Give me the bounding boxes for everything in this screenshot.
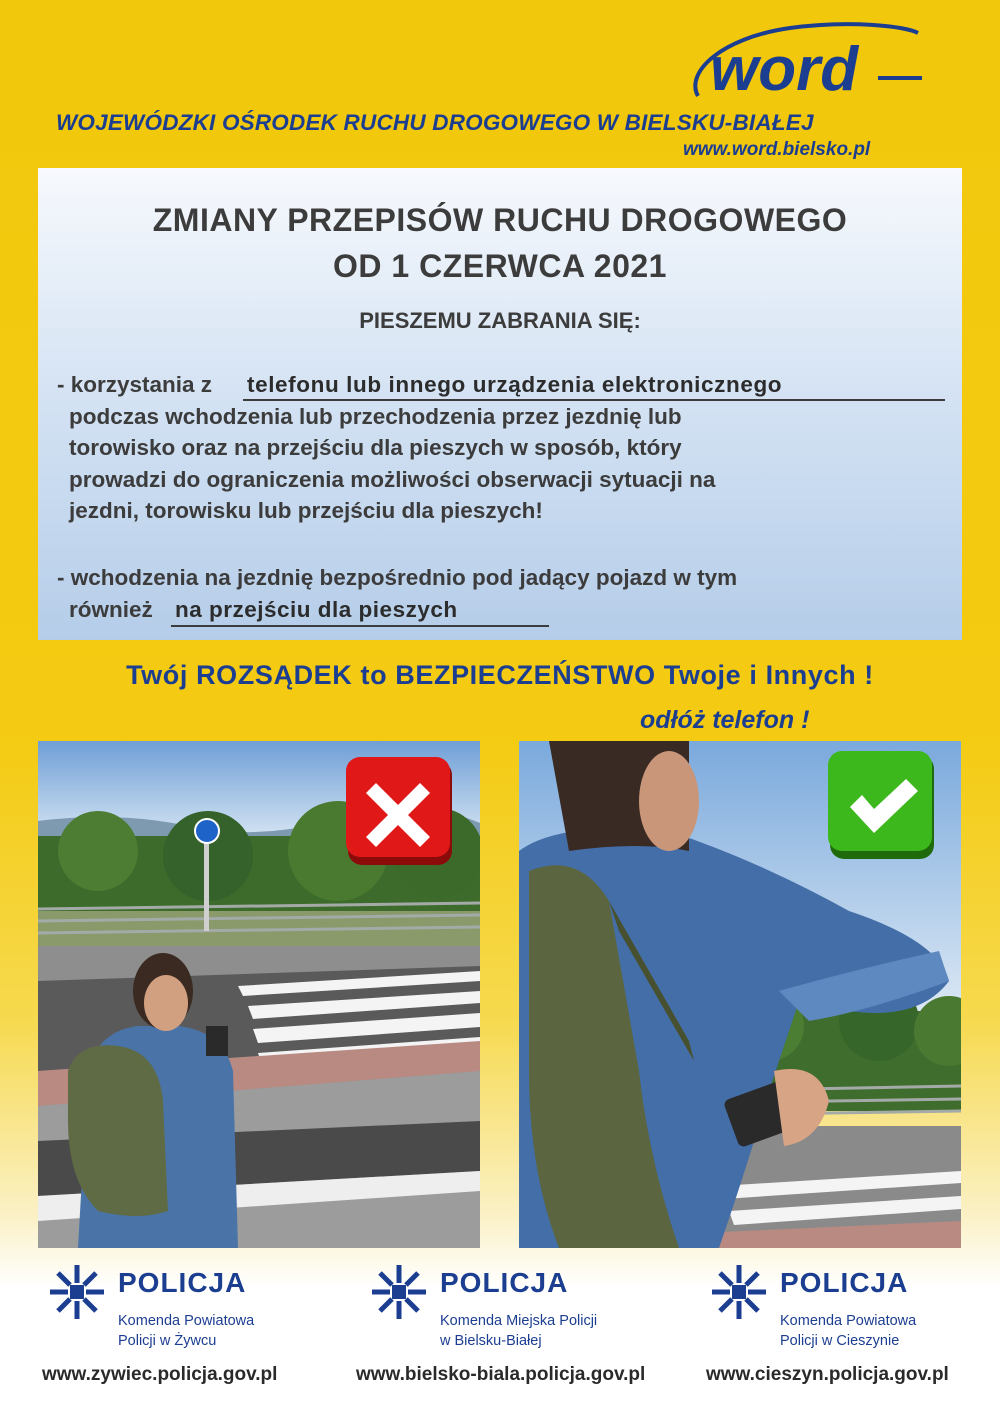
title-line-2: OD 1 CZERWCA 2021 (333, 248, 667, 284)
rule2-line1: - wchodzenia na jezdnię bezpośrednio pod jadący pojazd w tym (57, 565, 738, 590)
police-unit-line1: Komenda Miejska Policji (440, 1313, 598, 1329)
police-star-icon (370, 1263, 428, 1321)
logo-text: word (710, 35, 859, 104)
rule1-line2: podczas wchodzenia lub przechodzenia przez jezdnię lub (69, 404, 682, 429)
rule1-prefix: - korzystania z (57, 372, 213, 397)
police-unit-zywiec (48, 1263, 348, 1353)
rule1-line3: torowisko oraz na przejściu dla pieszych w sposób, który (69, 435, 682, 460)
police-unit-line2: Policji w Żywcu (118, 1333, 217, 1349)
photo-correct-behaviour (519, 741, 961, 1248)
slogan-sub: odłóż telefon ! (640, 706, 810, 734)
police-url-bielsko[interactable]: www.bielsko-biala.policja.gov.pl (356, 1364, 646, 1385)
police-name: POLICJA (440, 1267, 569, 1298)
correct-badge-bg (828, 751, 932, 851)
rule2-underline (171, 625, 549, 627)
word-logo (680, 18, 925, 113)
police-unit-bielsko (370, 1263, 670, 1353)
rule1-underline (243, 399, 945, 401)
police-star-icon (710, 1263, 768, 1321)
rule1-line4: prowadzi do ograniczenia możliwości obserwacji sytuacji na (69, 467, 716, 492)
police-unit-line2: w Bielsku-Białej (440, 1333, 542, 1349)
police-url-cieszyn[interactable]: www.cieszyn.policja.gov.pl (706, 1364, 949, 1385)
police-star-icon (48, 1263, 106, 1321)
rule2-emphasis: na przejściu dla pieszych (175, 597, 458, 622)
wrong-badge (344, 755, 456, 867)
correct-badge (826, 749, 938, 861)
rule1-emphasis: telefonu lub innego urządzenia elektronicznego (247, 372, 783, 397)
photo-wrong-behaviour (38, 741, 480, 1248)
police-name: POLICJA (118, 1267, 247, 1298)
police-unit-line1: Komenda Powiatowa (780, 1313, 917, 1329)
title-line-1: ZMIANY PRZEPISÓW RUCHU DROGOWEGO (152, 202, 848, 238)
organization-url[interactable]: www.word.bielsko.pl (683, 139, 871, 160)
police-name: POLICJA (780, 1267, 909, 1298)
rule2-prefix: również (69, 597, 153, 622)
regulations-box (38, 168, 962, 640)
slogan-main: Twój ROZSĄDEK to BEZPIECZEŃSTWO Twoje i Innych ! (126, 660, 874, 690)
rule1-line5: jezdni, torowisku lub przejściu dla pieszych! (69, 498, 543, 523)
police-url-zywiec[interactable]: www.zywiec.policja.gov.pl (42, 1364, 278, 1385)
organization-name: WOJEWÓDZKI OŚRODEK RUCHU DROGOWEGO W BIELSKU-BIAŁEJ (56, 110, 814, 135)
police-unit-line1: Komenda Powiatowa (118, 1313, 255, 1329)
police-unit-cieszyn (710, 1263, 1000, 1353)
police-unit-line2: Policji w Cieszynie (780, 1333, 900, 1349)
subtitle: PIESZEMU ZABRANIA SIĘ: (359, 308, 641, 333)
